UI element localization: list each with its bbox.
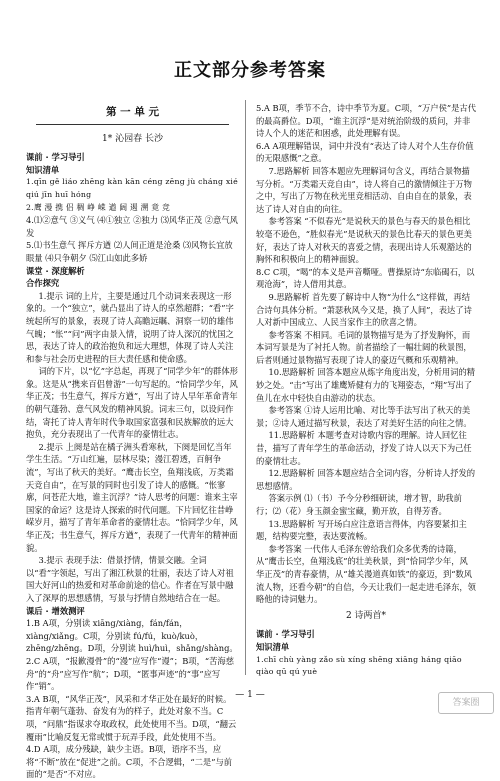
left-line-12: 课后 · 增效测评 (26, 605, 85, 616)
right-line-5: 9.思路解析 首先要了解诗中人物“为什么”这样做，再结合诗句具体分析。“萧瑟秋风今又是，换了人间”，表达了诗人对新中国成立、人民当家作主的欣喜之情。 (256, 291, 472, 328)
page-number: — 1 — (235, 690, 265, 700)
left-line-15: 3.A B项，“风华正茂”，风采和才华正处在最好的时候。指青年朝气蓬勃、奋发有为的样子，此处对象不当。C项，“问鼎”指谋求夺取政权，此处使用不当。D项，“翻云覆雨”比喻反复无常或惯于玩弄手段，此处使用不当。 (26, 693, 237, 742)
left-column-body (26, 151, 239, 781)
right-line-7: 10.思路解析 回答本题应从炼字角度出发，分析用词的精妙之处。“击”写出了雄鹰矫健有力的飞翔姿态，“翔”写出了鱼儿在水中轻快自由游动的状态。 (256, 367, 476, 403)
right-line-0: 5.A B项，季节不合，诗中季节为夏。C项，“万户侯”是古代的最高爵位。D项，“谁主沉浮”是对统治阶级的质问，并非诗人个人的迷茫和困惑，此处理解有误。 (256, 103, 477, 139)
right-line-10: 12.思路解析 回答本题应结合全词内容，分析诗人抒发的思想感情。 (256, 468, 476, 491)
left-line-9: 词的下片，以“忆”字总起，再现了“同学少年”的群体形象。这是从“携来百侣曾游”一句写起的。“恰同学少年，风华正茂；书生意气，挥斥方遒”，写出了诗人早年革命青年的朝气蓬勃、意气风发的精神风貌。词末三句，以设问作结，寄托了诗人青年时代争取国家富强和民族解放的远大抱负，充分表现出了一代青年的豪情壮志。 (26, 366, 238, 440)
lesson-title: 1* 沁园春 长沙 (102, 133, 163, 144)
left-line-14: 2.C A项，“报歉漫骨”的“漫”应写作“谩”；B项，“苦海慈舟”的“舟”应写作“航”；D项，“匿事声迹”的“事”应写作“销”。 (26, 655, 235, 692)
right-line-16: 知识清单 (256, 641, 290, 652)
left-line-10: 2.提示 上阕是站在橘子洲头看寒秋，下阕是回忆当年学生生活。“万山红遍，层林尽染；漫江碧透，百舸争流”，写出了秋天的美好。“鹰击长空，鱼翔浅底，万类霜天竞自由”，在写景的同时也引发了诗人的感慨。“怅寥廓，问苍茫大地，谁主沉浮？”诗人思考的问题：谁来主宰国家的命运？这是诗人探索的时代问题。下片回忆往昔峥嵘岁月，描写了青年革命者的豪情壮志。“恰同学少年，风华正茂；书生意气，挥斥方遒”，表现了一代青年的精神面貌。 (26, 441, 238, 553)
right-line-2: 7.思路解析 回答本题应先理解词句含义，再结合景物描写分析。“万类霜天竞自由”，诗人将自己的激情倾注于万物之中，写出了万物在秋光里竞相活动、自由自在的景象，表达了诗人对自由的向往。 (256, 165, 472, 214)
left-line-2: 1.qīn gě liáo zhēng kàn kān céng zēng jù cháng xié qiú jīn huī hóng (26, 177, 238, 199)
right-line-11: 答案示例 ⑴（书）予今分秒细研读，增才智，助我前行；⑵（花）身玉颜金蜜宝藏，勤开放，自得芳香。 (256, 493, 462, 516)
left-line-6: 课堂 · 深度解析 (26, 265, 85, 276)
column-divider (245, 100, 246, 675)
watermark-logo: 答案圈 (438, 692, 494, 714)
right-line-8: 参考答案 ①诗人运用比喻、对比等手法写出了秋天的美景；②诗人通过描写秋景，表达了对美好生活的向往之情。 (256, 405, 472, 428)
right-column (256, 102, 476, 679)
page-title: 正文部分参考答案 (174, 60, 326, 81)
right-line-4: 8.C C项，“喝”的本义是声音嘶哑。曹操原诗“东临碣石，以观沧海”，诗人借用其意。 (256, 266, 475, 290)
right-column-body (256, 102, 476, 679)
right-line-13: 参考答案 一代伟人毛泽东曾给我们众多优秀的诗篇，从“鹰击长空，鱼翔浅底”的壮美秋景，到“恰同学少年，风华正茂”的青春豪情，从“雄关漫道真如铁”的豪迈，到“数风流人物，还看今朝”的自信，今天让我们一起走进毛泽东，领略他的诗词魅力。 (256, 543, 476, 605)
right-line-12: 13.思路解析 写开场白应注意语言得体，内容要紧扣主题，结构要完整，表达要流畅。 (256, 518, 467, 542)
left-column (26, 104, 239, 781)
right-line-1: 6.A A项理解错误，词中并没有“表达了诗人对个人生存价值的无限感慨”之意。 (256, 140, 474, 164)
left-line-5: 5.⑴书生意气 挥斥方遒 ⑵人间正道是沧桑 ⑶风物长宜放眼量 ⑷只争朝夕 ⑸江山如此多娇 (26, 240, 233, 263)
left-line-3: 2.鹰 漫 携 侣 稠 峥 嵘 遒 阔 遏 溯 竟 竞 (26, 202, 170, 212)
left-line-8: 1.提示 词的上片，主要是通过几个动词来表现这一形象的。一个“独立”，就凸显出了诗人的卓然超群；“看”字统起所写的景象，表现了诗人高瞻远瞩、洞察一切的雄伟气魄；“怅”“问”两字由景入情，说明了诗人深沉的忧国之思，表达了诗人的政治抱负和远大理想，体现了诗人关注和参与社会历史进程的巨大责任感和使命感。 (26, 290, 234, 364)
left-line-0: 课前 · 学习导引 (26, 152, 85, 163)
left-line-13: 1.B A项，分别读 xiāng/xiàng，fán/fán，xiàng/xiǎng。C项，分别读 fú/fú，kuò/kuò，zhēng/zhēng。D项，分别读 huì/huì，shǎng/shàng。 (26, 618, 238, 654)
left-line-4: 4.⑴②意气 ③义气 ⑷①独立 ②独力 ⑶风华正茂 ②意气风发 (26, 215, 238, 238)
right-line-9: 11.思路解析 本题考查对诗歌内容的理解。诗人回忆往昔，描写了青年学生的革命活动，抒发了诗人以天下为己任的豪情壮志。 (256, 430, 472, 466)
right-line-17: 1.chī chù yàng zǎo sù xíng shēng xiāng háng qiāo qiào qū qú yuè (256, 654, 462, 677)
left-line-16: 4.D A项，成分残缺，缺少主语。B项，语序不当，应将“不断”放在“促进”之前。C项，不合逻辑，“二是”与前面的“是否”不对应。 (26, 744, 233, 780)
right-line-15: 课前 · 学习导引 (256, 629, 315, 640)
left-line-7: 合作探究 (26, 278, 60, 289)
unit-title: 第 一 单 元 (36, 104, 229, 125)
left-line-11: 3.提示 表现手法：借景抒情，情景交融。全词以“看”字领起，写出了湘江秋景的壮丽，表达了诗人对祖国大好河山的热爱和对革命前途的信心。作者在写景中融入了深厚的思想感情，写景与抒情自然地结合在一起。 (26, 555, 234, 603)
right-line-3: 参考答案 “不似春光”是说秋天的景色与春天的景色相比较毫不逊色，“胜似春光”是说秋天的景色比春天的景色更美好，表达了诗人对秋天的喜爱之情，表现出诗人乐观豁达的胸怀和积极向上的精神面貌。 (256, 216, 472, 265)
right-line-6: 参考答案 不相同。毛词的景物描写是为了抒发胸怀，而本词写景是为了衬托人物。前者描绘了一幅壮阔的秋景图，后者则通过景物描写表现了诗人的豪迈气概和乐观精神。 (256, 329, 472, 365)
left-line-1: 知识清单 (26, 164, 60, 175)
right-line-14: 2 诗两首* (345, 610, 387, 621)
